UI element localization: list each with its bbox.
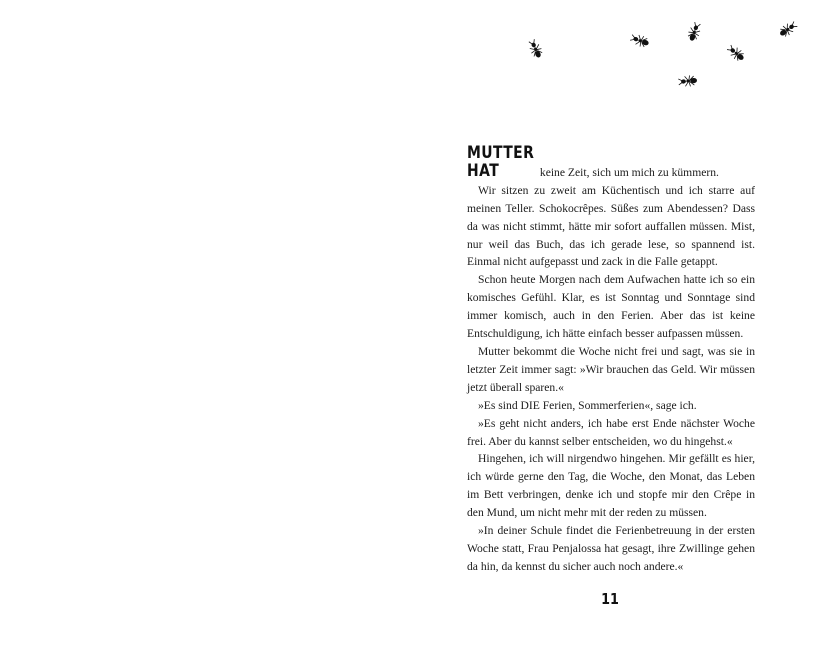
ant-icon bbox=[678, 75, 697, 88]
paragraph: Wir sitzen zu zweit am Küchentisch und ich starre auf meinen Teller. Schokocrêpes. Süßes zum Abendessen? Dass da was nicht stimmt, hätte mir sofort auffallen müssen. Mist, nur weil das Buch, das ich gerade lese, so spannend ist. Einmal nicht aufgepasst und zack in die Falle getappt. bbox=[467, 183, 755, 269]
paragraph: Hingehen, ich will nirgendwo hingehen. Mir gefällt es hier, ich würde gerne den Tag, die Woche, den Monat, das Leben im Bett verbringen, denke ich und stopfe mir den Crêpe in den Mund, um nicht mehr mit der reden zu müssen. bbox=[467, 452, 755, 520]
paragraph: Schon heute Morgen nach dem Aufwachen hatte ich so ein komisches Gefühl. Klar, es ist Sonntag und Sonntage sind immer komisch, auch in den Ferien. Aber das ist keine Entschuldigung, ich hätte einfach besser aufpassen müssen. bbox=[467, 273, 755, 341]
chapter-lead-in: MUTTER HAT bbox=[467, 143, 535, 181]
ant-icon bbox=[527, 38, 545, 59]
paragraph: »Es sind DIE Ferien, Sommerferien«, sage ich. bbox=[478, 398, 697, 412]
paragraph: Mutter bekommt die Woche nicht frei und sagt, was sie in letzter Zeit immer sagt: »Wir brauchen das Geld. Wir müssen jetzt überall sparen.« bbox=[467, 344, 755, 394]
ant-icon bbox=[777, 19, 798, 39]
ant-decoration bbox=[0, 0, 814, 110]
first-paragraph bbox=[467, 145, 755, 182]
paragraph: »In deiner Schule findet die Ferienbetreuung in der ersten Woche statt, Frau Penjalossa hat gesagt, ihre Zwillinge gehen da hin, da kennst du sicher auch noch andere.« bbox=[467, 524, 755, 573]
ant-icon bbox=[629, 32, 650, 49]
ant-icon bbox=[686, 21, 703, 42]
body-text bbox=[467, 145, 755, 576]
first-paragraph-text: keine Zeit, sich um mich zu kümmern. bbox=[537, 165, 719, 179]
page-number: 11 bbox=[601, 590, 619, 608]
paragraph: »Es geht nicht anders, ich habe erst Ende nächster Woche frei. Aber du kannst selber entscheiden, wo du hingehst.« bbox=[467, 416, 755, 448]
ant-icon bbox=[725, 43, 746, 63]
